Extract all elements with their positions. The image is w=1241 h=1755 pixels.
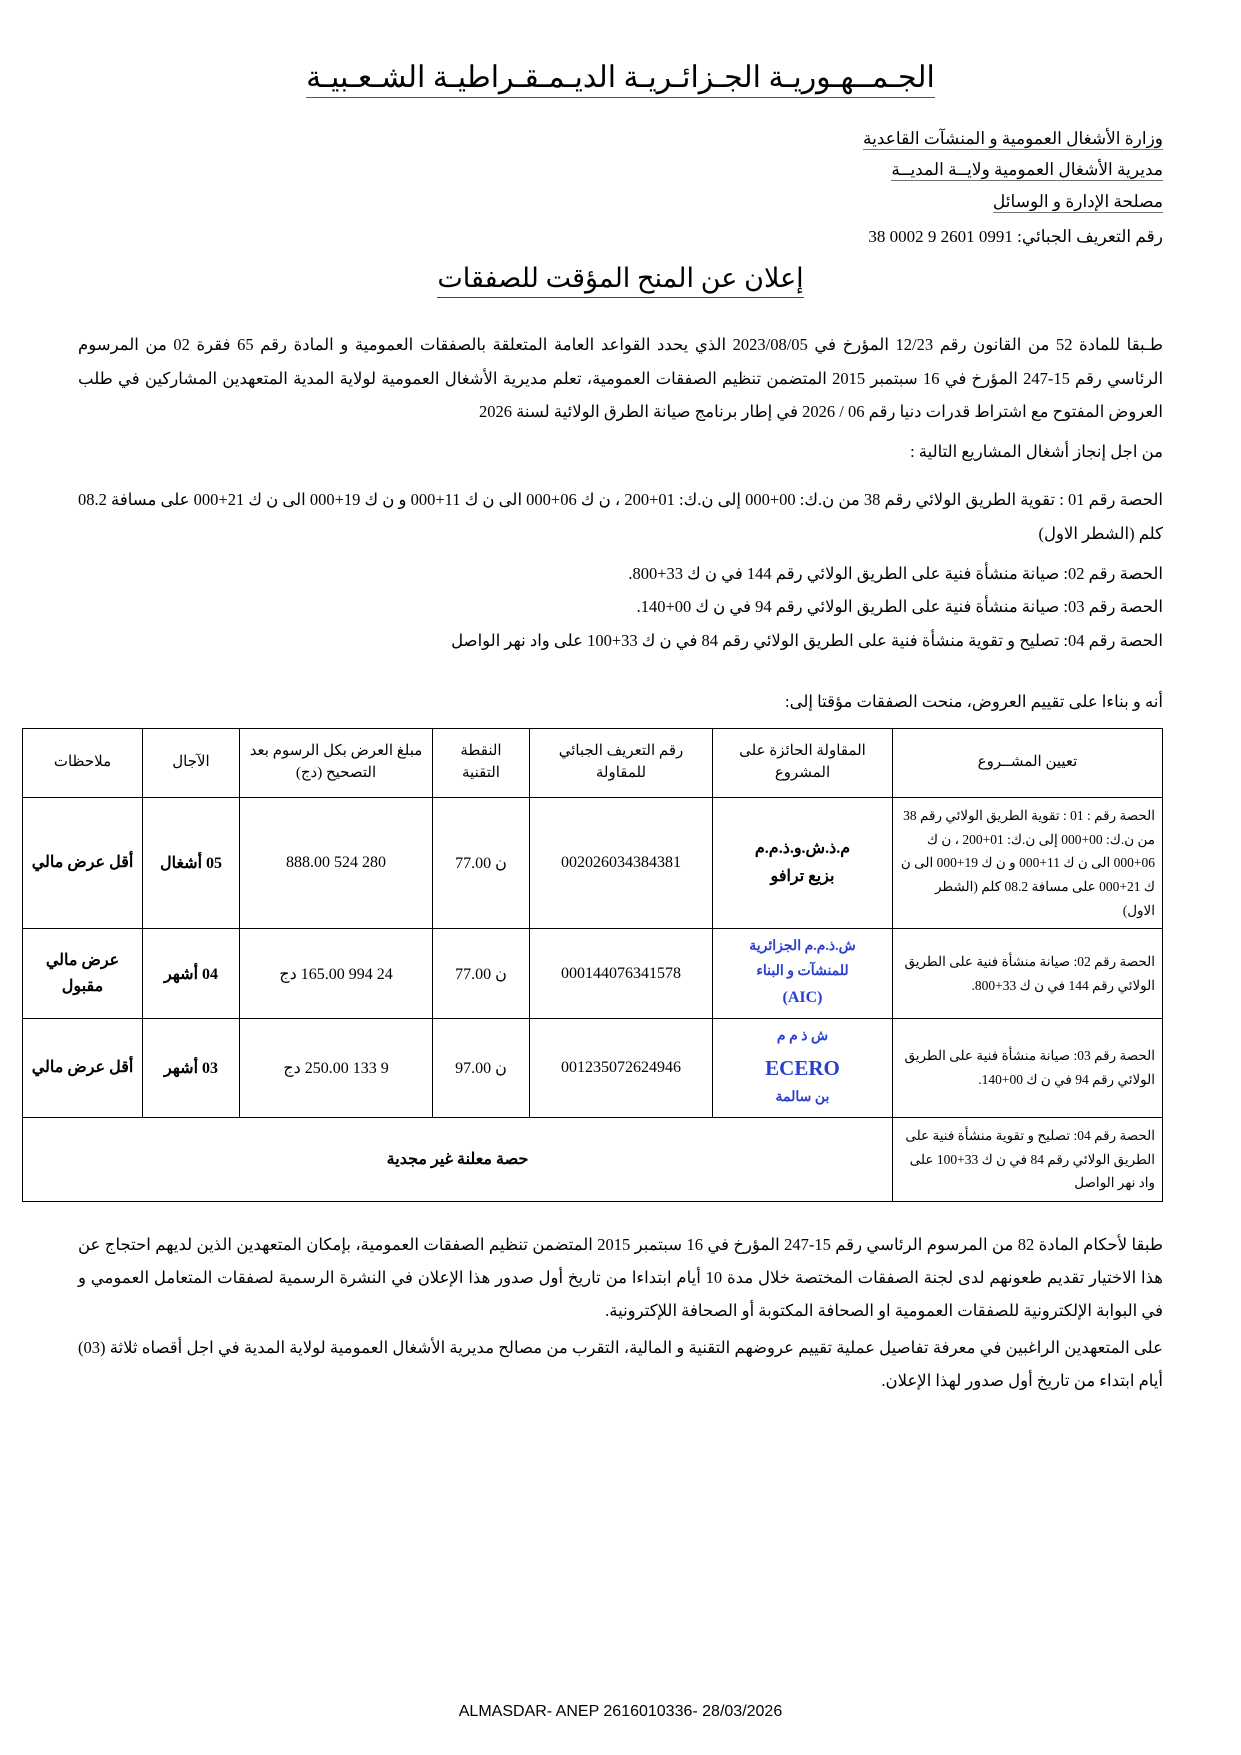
company-name-line: م.ذ.ش.و.ذ.م.م [754, 840, 851, 858]
column-header-score: النقطة التقنية [433, 729, 530, 798]
company-name-latin: ECERO [765, 1055, 840, 1080]
table-row [23, 1117, 1163, 1201]
tax-id-label: رقم التعريف الجبائي: [1017, 227, 1163, 247]
lot-description-2: الحصة رقم 02: صيانة منشأة فنية على الطريق الولائي رقم 144 في ن ك 33+800. [628, 563, 1163, 583]
cell-delay: 04 أشهر [143, 929, 240, 1019]
cell-remark: أقل عرض مالي [23, 798, 143, 929]
ministry-header-block [104, 123, 1163, 253]
page-footer: ALMASDAR- ANEP 2616010336- 28/03/2026 [458, 1703, 783, 1720]
cell-company [713, 1019, 893, 1118]
intro-paragraph-1: طـبقا للمادة 52 من القانون رقم 12/23 المؤرخ في 2023/08/05 الذي يحدد القواعد العامة المتعلقة بالصفقات العمومية و المادة رقم 65 فقرة 02 من المرسوم الرئاسي رقم 15-247 المؤرخ في 16 سبتمبر 2015 المتضمن تنظيم الصفقات العمومية، تعلم مديرية الأشغال العمومية لولاية المدية المتعهدين المشاركين في طلب العروض المفتوح مع اشتراط قدرات دنيا رقم 06 / 2026 في إطار برنامج صيانة الطرق الولائية لسنة 2026 [78, 334, 1164, 422]
company-name-line: ش.ذ.م.م الجزائرية [749, 939, 856, 955]
cell-delay: 03 أشهر [143, 1019, 240, 1118]
cell-offer-amount: 24 994 165.00 دج [240, 929, 433, 1019]
table-lead-text: أنه و بناءا على تقييم العروض، منحت الصفقات مؤقتا إلى: [785, 692, 1163, 712]
cell-remark: أقل عرض مالي [23, 1019, 143, 1118]
cell-unsuccessful-note: حصة معلنة غير مجدية [23, 1117, 893, 1201]
cell-delay: 05 أشغال [143, 798, 240, 929]
awards-table [22, 728, 1163, 1202]
company-abbreviation: (AIC) [782, 989, 823, 1007]
republic-heading [78, 58, 1163, 97]
cell-taxid: 001235072624946 [530, 1019, 713, 1118]
cell-company [713, 929, 893, 1019]
cell-taxid: 000144076341578 [530, 929, 713, 1019]
intro-paragraph-2: من اجل إنجاز أشغال المشاريع التالية : [910, 442, 1163, 462]
spacer [78, 658, 1163, 692]
table-row [23, 798, 1163, 929]
table-header-row [23, 729, 1163, 798]
cell-technical-score: ن 77.00 [433, 798, 530, 929]
lot-description-1: الحصة رقم 01 : تقوية الطريق الولائي رقم 38 من ن.ك: 00+000 إلى ن.ك: 01+200 ، ن ك 06+000 الى ن ك 11+000 و ن ك 19+000 الى ن ك 21+000 على مسافة 08.2 كلم (الشطر الاول) [78, 490, 1163, 543]
appeal-paragraph: طبقا لأحكام المادة 82 من المرسوم الرئاسي رقم 15-247 المؤرخ في 16 سبتمبر 2015 المتضمن تنظيم الصفقات العمومية، بإمكان المتعهدين الذين لديهم احتجاج عن هذا الاختيار تقديم طعونهم لدى لجنة الصفقات المختصة خلال مدة 10 أيام ابتداءا من تاريخ أول صدور هذا الإعلان في النشرة الرسمية لصفقات المتعامل العمومي و في البوابة الإلكترونية للصفقات العمومية او الصحافة المكتوبة أو الصحافة اللإكترونية. [78, 1234, 1163, 1320]
directorate-line [104, 154, 1163, 185]
cell-company [713, 798, 893, 929]
company-name-line: بن سالمة [775, 1090, 830, 1106]
awards-table-body [23, 798, 1163, 1202]
cell-technical-score: ن 97.00 [433, 1019, 530, 1118]
column-header-delay: الآجال [143, 729, 240, 798]
cell-project: الحصة رقم : 01 : تقوية الطريق الولائي رقم 38 من ن.ك: 00+000 إلى ن.ك: 01+200 ، ن ك 06+000 الى ن ك 11+000 و ن ك 19+000 الى ن ك 21+000 على مسافة 08.2 كلم (الشطر الاول) [893, 798, 1163, 929]
cell-project: الحصة رقم 04: تصليح و تقوية منشأة فنية على الطريق الولائي رقم 84 في ن ك 33+100 على واد نهر الواصل [893, 1117, 1163, 1201]
cell-project: الحصة رقم 03: صيانة منشأة فنية على الطريق الولائي رقم 94 في ن ك 00+140. [893, 1019, 1163, 1118]
cell-remark: عرض مالي مقبول [23, 929, 143, 1019]
directorate-label: مديرية الأشغال العمومية ولايــة المديــة [891, 160, 1163, 180]
lot-description-3: الحصة رقم 03: صيانة منشأة فنية على الطريق الولائي رقم 94 في ن ك 00+140. [636, 597, 1163, 617]
awards-table-head [23, 729, 1163, 798]
company-name-line: ش ذ م م [776, 1029, 829, 1045]
column-header-project: تعيين المشــروع [893, 729, 1163, 798]
column-header-taxid: رقم التعريف الجبائي للمقاولة [530, 729, 713, 798]
service-line [104, 186, 1163, 217]
company-name-line: للمنشآت و البناء [756, 963, 849, 979]
cell-technical-score: ن 77.00 [433, 929, 530, 1019]
cell-offer-amount: 280 524 888.00 [240, 798, 433, 929]
lot-description-4: الحصة رقم 04: تصليح و تقوية منشأة فنية على الطريق الولائي رقم 84 في ن ك 33+100 على واد نهر الواصل [451, 631, 1163, 651]
details-paragraph: على المتعهدين الراغبين في معرفة تفاصيل عملية تقييم عروضهم التقنية و المالية، التقرب من مصالح مديرية الأشغال العمومية لولاية المدية في اجل أقصاه ثلاثة (03) أيام ابتداء من تاريخ أول صدور لهذا الإعلان. [78, 1337, 1163, 1390]
cell-taxid: 002026034384381 [530, 798, 713, 929]
table-row [23, 1019, 1163, 1118]
spacer [78, 469, 1163, 483]
page-title [78, 263, 1163, 294]
column-header-remark: ملاحظات [23, 729, 143, 798]
ministry-label: وزارة الأشغال العمومية و المنشآت القاعدية [863, 129, 1163, 148]
service-label: مصلحة الإدارة و الوسائل [992, 191, 1163, 211]
ministry-line [104, 123, 1163, 154]
cell-offer-amount: 9 133 250.00 دج [240, 1019, 433, 1118]
tax-id-line [104, 221, 1163, 252]
spacer [78, 1202, 1163, 1228]
page-title-text: إعلان عن المنح المؤقت للصفقات [437, 263, 803, 298]
column-header-amount: مبلغ العرض بكل الرسوم بعد التصحيح (دج) [240, 729, 433, 798]
cell-project: الحصة رقم 02: صيانة منشأة فنية على الطريق الولائي رقم 144 في ن ك 33+800. [893, 929, 1163, 1019]
company-name-line: بزيع ترافو [770, 868, 835, 886]
column-header-company: المقاولة الحائزة على المشروع [713, 729, 893, 798]
table-row [23, 929, 1163, 1019]
tax-id-value: 38 0002 9 2601 0991 [868, 227, 1013, 247]
republic-heading-text: الجـمــهـوريـة الجـزائـريـة الديـمـقـراطيـة الشـعـبيـة [306, 61, 935, 98]
